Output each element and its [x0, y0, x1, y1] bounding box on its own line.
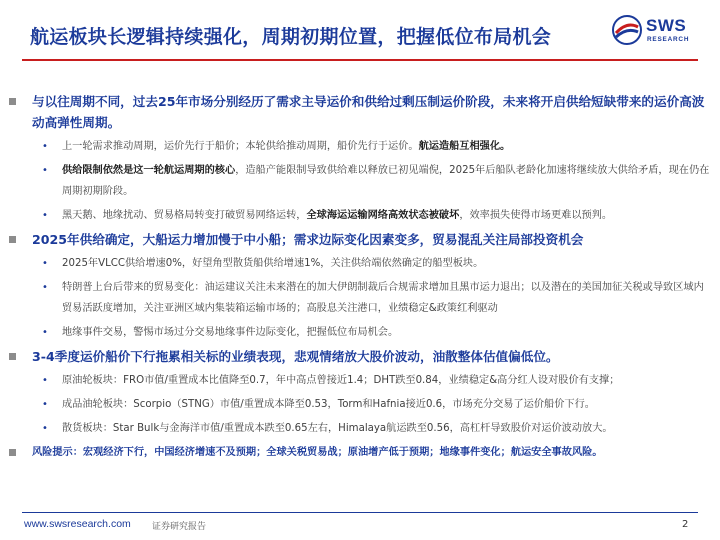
dot-bullet-icon: • [42, 399, 48, 410]
bullet-text: 地缘事件交易，警惕市场过分交易地缘事件边际变化，把握低位布局机会。 [62, 327, 399, 338]
bullet-text: 特朗普上台后带来的贸易变化：油运建议关注未来潜在的加大伊朗制裁后合规需求增加且黑市运力退出；以及潜在的美国加征关税或导致区域内贸易活跃度增加，关注亚洲区域内集装箱运输市场的；高股息关注港口，业绩稳定&政策红利驱动 [62, 282, 704, 314]
bullet-text: 上一轮需求推动周期，运价先行于船价；本轮供给推动周期，船价先行于运价。 [62, 141, 419, 152]
risk-warning [0, 442, 720, 463]
dot-bullet-icon: • [42, 282, 48, 293]
dot-bullet-icon: • [42, 423, 48, 434]
bullet-item [0, 370, 720, 391]
bullet-text: 2025年VLCC供给增速0%，好望角型散货船供给增速1%，关注供给端依然确定的船型板块。 [62, 258, 484, 269]
bullet-text: ，造船产能限制导致供给难以释放已初见端倪，2025年后船队老龄化加速将继续放大供给矛盾，现在仍在周期初期阶段。 [62, 165, 710, 197]
risk-warning-text: 风险提示：宏观经济下行，中国经济增速不及预期；全球关税贸易战；原油增产低于预期；地缘事件变化；航运安全事故风险。 [32, 447, 603, 458]
title-bar [0, 0, 720, 68]
bullet-item [0, 253, 720, 274]
bullet-item [0, 136, 720, 157]
bullet-item [0, 277, 720, 319]
square-bullet-icon [9, 353, 16, 360]
page-title: 航运板块长逻辑持续强化，周期初期位置，把握低位布局机会 [30, 26, 552, 48]
dot-bullet-icon: • [42, 210, 48, 221]
bullet-bold-text: 全球海运运输网络高效状态被破坏 [306, 210, 460, 221]
section-heading [0, 91, 720, 133]
bullet-item [0, 205, 720, 226]
footer-website-link[interactable]: www.swsresearch.com [24, 518, 131, 530]
section-heading-text: 与以往周期不同，过去25年市场分别经历了需求主导运价和供给过剩压制运价阶段，未来将开启供给短缺带来的运价高波动高弹性周期。 [32, 94, 705, 130]
dot-bullet-icon: • [42, 141, 48, 152]
dot-bullet-icon: • [42, 375, 48, 386]
bullet-item [0, 322, 720, 343]
bullet-bold-text: 航运造船互相强化。 [418, 141, 511, 152]
section-heading-text: 2025年供给确定，大船运力增加慢于中小船；需求边际变化因素变多，贸易混乱关注局部投资机会 [32, 232, 584, 247]
square-bullet-icon [9, 236, 16, 243]
square-bullet-icon [9, 449, 16, 456]
dot-bullet-icon: • [42, 258, 48, 269]
logo-subtitle: RESEARCH [647, 36, 690, 43]
footer-divider [22, 512, 698, 513]
bullet-text: ，效率损失使得市场更难以预判。 [459, 210, 613, 221]
bullet-text: 黑天鹅、地缘扰动、贸易格局转变打破贸易网络运转， [62, 210, 307, 221]
bullet-bold-text: 供给限制依然是这一轮航运周期的核心 [62, 165, 236, 176]
bullet-item [0, 394, 720, 415]
content [0, 91, 720, 463]
title-divider [22, 59, 698, 61]
dot-bullet-icon: • [42, 165, 48, 176]
section-heading [0, 346, 720, 367]
bullet-item [0, 160, 720, 202]
bullet-text: 原油轮板块：FRO市值/重置成本比值降至0.7，年中高点曾接近1.4；DHT跌至0.84，业绩稳定&高分红人设对股价有支撑； [62, 375, 620, 386]
section-heading-text: 3-4季度运价船价下行拖累相关标的业绩表现，悲观情绪放大股价波动，油散整体估值偏低位。 [32, 349, 559, 364]
bullet-text: 散货板块：Star Bulk与金海洋市值/重置成本跌至0.65左右，Himalaya航运跌至0.56，高杠杆导致股价对运价波动放大。 [62, 423, 613, 434]
footer [0, 512, 720, 540]
logo-word: SWS [646, 16, 687, 35]
page-number: 2 [682, 519, 689, 530]
bullet-text: 成品油轮板块：Scorpio（STNG）市值/重置成本降至0.53，Torm和Hafnia接近0.6，市场充分交易了运价船价下行。 [62, 399, 595, 410]
bullet-item [0, 418, 720, 439]
footer-report-label: 证券研究报告 [152, 522, 207, 532]
square-bullet-icon [9, 98, 16, 105]
sws-logo [612, 15, 708, 51]
dot-bullet-icon: • [42, 327, 48, 338]
section-heading [0, 229, 720, 250]
sws-logo-icon [612, 15, 642, 45]
